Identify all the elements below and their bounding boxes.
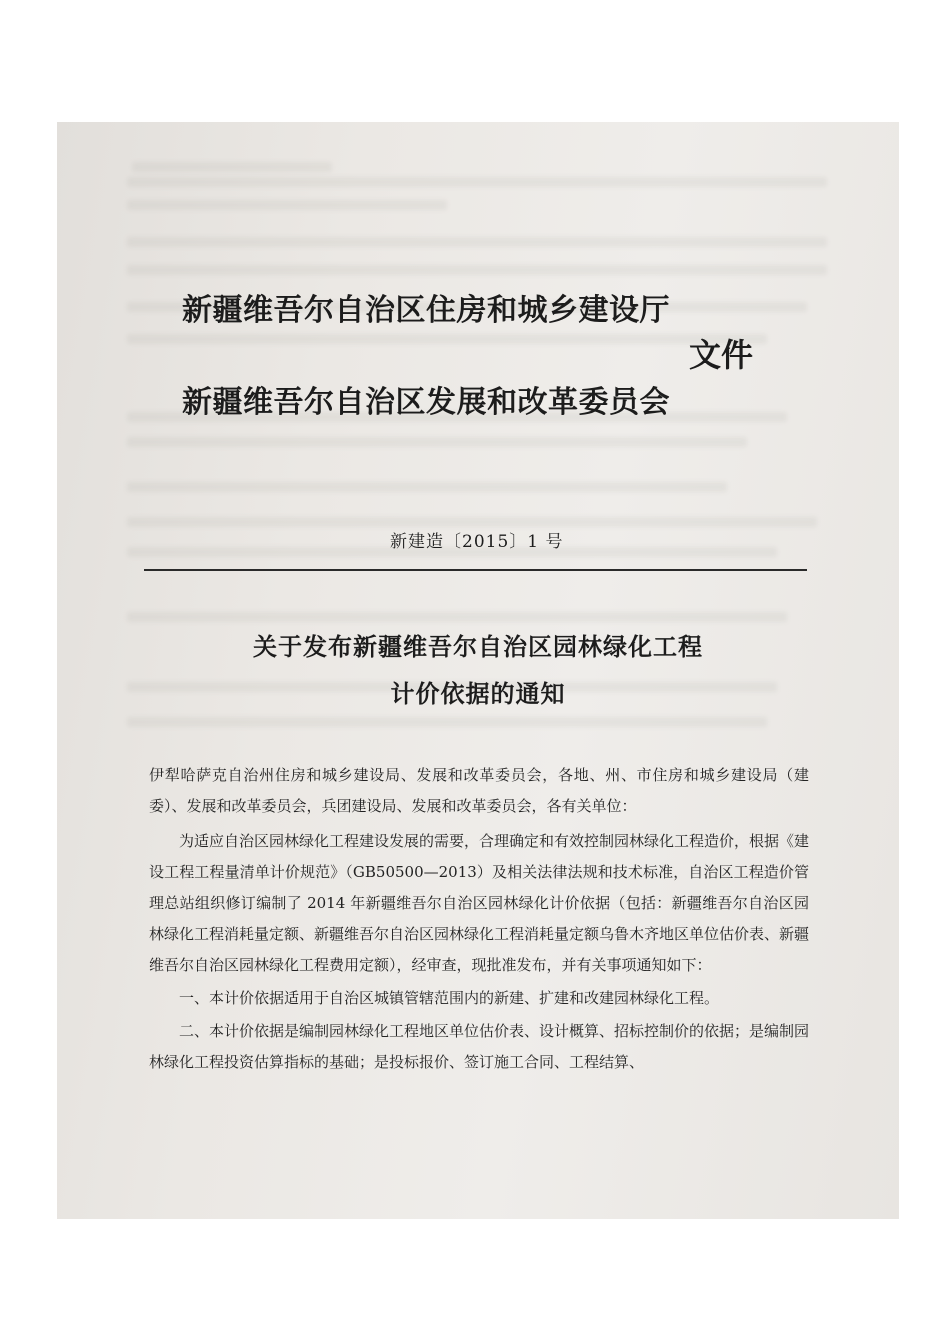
item-two: 二、本计价依据是编制园林绿化工程地区单位估价表、设计概算、招标控制价的依据；是编制园林绿化工程投资估算指标的基础；是投标报价、签订施工合同、工程结算、 — [149, 1022, 810, 1071]
bleed-through-line — [127, 334, 767, 344]
paragraph-purpose: 为适应自治区园林绿化工程建设发展的需要，合理确定和有效控制园林绿化工程造价，根据《建设工程工程量清单计价规范》（GB50500—2013）及相关法律法规和技术标准，自治区工程造价管理总站组织修订编制了 2014 年新疆维吾尔自治区园林绿化计价依据（包括：新疆维吾尔自治区园林绿化工程消耗量定额、新疆维吾尔自治区园林绿化工程消耗量定额乌鲁木齐地区单位估价表、新疆维吾尔自治区园林绿化工程费用定额），经审查，现批准发布，并有关事项通知如下： — [149, 832, 810, 974]
bleed-through-line — [127, 612, 787, 622]
bleed-through-line — [127, 517, 817, 527]
document-number: 新建造〔2015〕1 号 — [390, 532, 564, 552]
issuer-line-2: 新疆维吾尔自治区发展和改革委员会 — [182, 385, 670, 420]
bleed-through-line — [127, 265, 827, 275]
issuer-line-1: 新疆维吾尔自治区住房和城乡建设厅 — [182, 293, 670, 328]
bleed-through-line — [127, 237, 827, 247]
document-label: 文件 — [689, 336, 754, 374]
bleed-through-line — [127, 437, 747, 447]
notice-title-line-1: 关于发布新疆维吾尔自治区园林绿化工程 — [253, 632, 703, 661]
recipients-paragraph: 伊犁哈萨克自治州住房和城乡建设局、发展和改革委员会，各地、州、市住房和城乡建设局（建委）、发展和改革委员会，兵团建设局、发展和改革委员会，各有关单位： — [149, 766, 809, 815]
header-divider — [144, 569, 807, 571]
bleed-through-line — [127, 482, 727, 492]
bleed-through-line — [127, 717, 767, 727]
bleed-through-line — [127, 177, 827, 187]
notice-body — [149, 760, 809, 1078]
item-one: 一、本计价依据适用于自治区城镇管辖范围内的新建、扩建和改建园林绿化工程。 — [179, 989, 720, 1007]
bleed-through-line — [127, 200, 447, 210]
notice-title-line-2: 计价依据的通知 — [390, 679, 566, 708]
document-photo — [57, 122, 899, 1219]
bleed-through-line — [132, 162, 332, 172]
